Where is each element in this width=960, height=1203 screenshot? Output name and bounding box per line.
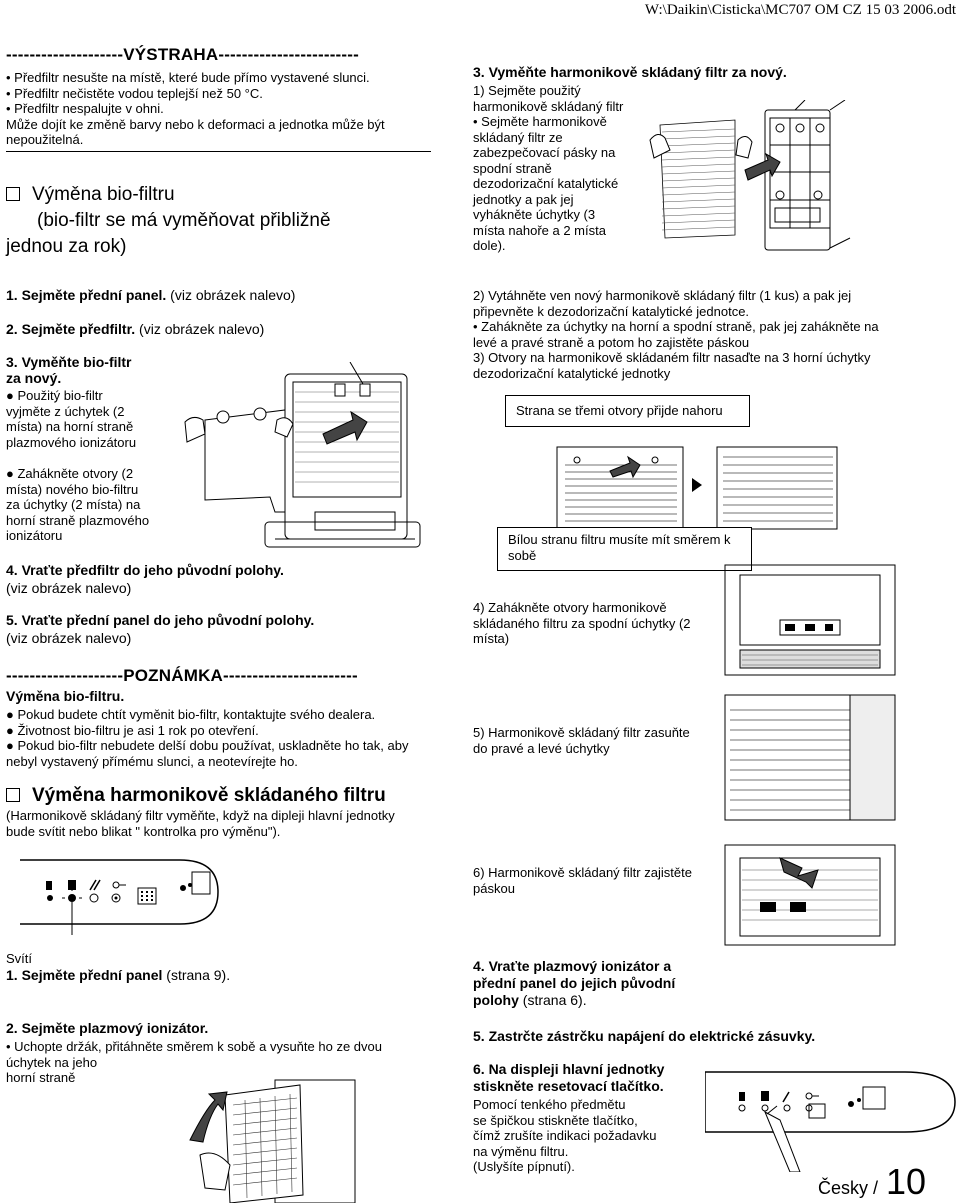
text-line: zabezpečovací pásky na (473, 145, 616, 160)
left-step3-l2: za nový. (6, 370, 62, 386)
filter-side-illustration (715, 445, 840, 530)
right-bottom-step4-rest: (strana 6). (518, 992, 587, 1008)
text-line: místa) (473, 631, 510, 646)
text-line: Pomocí tenkého předmětu (473, 1097, 626, 1112)
right-bottom-step4 (473, 958, 733, 1009)
text-line: (Uslyšíte pípnutí). (473, 1159, 575, 1174)
text-line: úchytek na jeho (6, 1054, 98, 1070)
note-list (6, 707, 446, 769)
text-line: místa) nového bio-filtru (6, 481, 139, 497)
box-line: sobě (508, 548, 537, 563)
text-line: skládaný filtr ze (473, 129, 563, 145)
text-line: spodní straně (473, 160, 552, 176)
right-step4-text (473, 600, 723, 647)
left-step2-rest: (viz obrázek nalevo) (135, 321, 265, 337)
text-line: přední panel do jejich původní (473, 975, 676, 991)
slide-into-tabs-illustration (720, 690, 900, 825)
note-line: ● Pokud budete chtít vyměnit bio-filtr, kontaktujte svého dealera. (6, 707, 376, 722)
text-line: levé a pravé straně a potom ho zajistěte páskou (473, 334, 750, 350)
left-step3-l1: 3. Vyměňte bio-filtr (6, 354, 132, 370)
text-line: plazmového ionizátoru (6, 434, 137, 450)
note-heading: Výměna bio-filtru. (6, 688, 125, 704)
text-line: • Uchopte držák, přitáhněte směrem k sobě a vysuňte ho ze dvou (6, 1039, 382, 1054)
display-panel-illustration (20, 850, 220, 935)
remove-pleated-filter-illustration (640, 100, 958, 252)
bio-heading-line1: Výměna bio-filtru (32, 184, 175, 205)
text-line: harmonikově skládaný filtr (473, 98, 624, 114)
warning-line: • Předfiltr nečistěte vodou teplejší než 50 °C. (6, 85, 263, 101)
box-line: Bílou stranu filtru musíte mít směrem k (508, 532, 731, 547)
warning-line: • Předfiltr nesušte na místě, které bude přímo vystavené slunci. (6, 70, 370, 85)
text-line: vyhákněte úchytky (3 (473, 207, 596, 222)
text-line: 6) Harmonikově skládaný filtr zajistěte (473, 865, 692, 880)
text-line: místa nahoře a 2 místa (473, 222, 606, 238)
footer-language: Česky / (818, 1178, 879, 1198)
text-line: jednotky a pak jej (473, 191, 574, 207)
page-number: 10 (886, 1161, 927, 1202)
text-line: stiskněte resetovací tlačítko. (473, 1078, 664, 1094)
text-line: za úchytky (2 místa) na (6, 497, 141, 512)
text-line: ionizátoru (6, 528, 63, 543)
left-step4-title: 4. Vraťte předfiltr do jeho původní polohy. (6, 562, 284, 578)
left-step3-title (6, 354, 132, 386)
text-line: dezodorizační katalytické jednotky (473, 365, 671, 381)
text-line: dezodorizační katalytické (473, 176, 619, 191)
note-line: ● Životnost bio-filtru je asi 1 rok po otevření. (6, 722, 259, 738)
text-line: 4. Vraťte plazmový ionizátor a (473, 958, 672, 974)
text-line: dole). (473, 238, 506, 253)
left-step4-rest: (viz obrázek nalevo) (6, 580, 132, 596)
secure-with-tape-illustration (720, 840, 900, 950)
note-line: nebyl vystavený přímému slunci, a neotevírejte ho. (6, 753, 298, 769)
text-line: místa) na horní straně (6, 419, 134, 434)
harm-sub-line1: (Harmonikově skládaný filtr vyměňte, když na dipleji hlavní jednotky (6, 808, 395, 823)
callout-box-white-side (497, 527, 752, 571)
harm-section-sub (6, 808, 446, 839)
harm-section-title: Výměna harmonikově skládaného filtru (32, 785, 386, 806)
right-bottom-step6-title (473, 1061, 664, 1095)
text-line: do pravé a levé úchytky (473, 740, 610, 756)
text-line: horní straně plazmového (6, 512, 150, 528)
text-line: skládaného filtru za spodní úchytky (2 (473, 615, 691, 631)
text-line: • Sejměte harmonikově (473, 114, 607, 129)
left-step1-title: 1. Sejměte přední panel. (6, 287, 167, 303)
bottom-step1-title: 1. Sejměte přední panel (6, 967, 163, 983)
warning-line: • Předfiltr nespalujte v ohni. (6, 101, 164, 116)
right-step3-text (473, 83, 648, 254)
bio-heading-line3: jednou za rok) (6, 236, 127, 257)
text-line: 4) Zahákněte otvory harmonikově (473, 600, 667, 615)
callout-box-holes-up: Strana se třemi otvory přijde nahoru (505, 395, 750, 427)
left-step5-title: 5. Vraťte přední panel do jeho původní polohy. (6, 612, 315, 628)
text-line: se špičkou stiskněte tlačítko, (473, 1112, 638, 1128)
text-line: připevněte k dezodorizační katalytické jednotce. (473, 303, 750, 319)
bottom-step2-title: 2. Sejměte plazmový ionizátor. (6, 1020, 209, 1036)
right-step5-text (473, 725, 723, 756)
warning-list (6, 70, 436, 148)
bio-section-heading (6, 183, 446, 259)
reset-button-panel-illustration (705, 1062, 960, 1172)
left-step4 (6, 561, 284, 597)
text-line: 2) Vytáhněte ven nový harmonikově skládaný filtr (1 kus) a pak jej (473, 288, 852, 303)
warning-line: nepoužitelná. (6, 132, 84, 147)
note-line: ● Pokud bio-filtr nebudete delší dobu používat, uskladněte ho tak, aby (6, 738, 409, 753)
left-step5 (6, 611, 314, 647)
text-line: 1) Sejměte použitý (473, 83, 581, 98)
hook-bottom-tabs-illustration (720, 560, 900, 680)
text-line: 5) Harmonikově skládaný filtr zasuňte (473, 725, 690, 740)
divider (6, 151, 431, 152)
left-step1-rest: (viz obrázek nalevo) (166, 287, 296, 303)
checkbox-square-icon (6, 788, 20, 802)
left-step3-text2 (6, 466, 171, 544)
text-line: polohy (473, 992, 519, 1008)
bottom-step1 (6, 967, 230, 983)
right-step6-text (473, 865, 723, 896)
note-title: --------------------POZNÁMKA----------------------- (6, 666, 358, 685)
bio-filter-illustration (165, 362, 435, 552)
right-mid-text (473, 288, 953, 381)
text-line: • Zahákněte za úchytky na horní a spodní straně, pak jej zahákněte na (473, 319, 879, 334)
text-line: 6. Na displeji hlavní jednotky (473, 1061, 665, 1077)
checkbox-square-icon (6, 187, 20, 201)
warning-title: --------------------VÝSTRAHA------------------------ (6, 45, 359, 64)
bio-filter-lamp-icon (46, 881, 52, 890)
text-line: ● Použitý bio-filtr (6, 388, 103, 403)
text-line: páskou (473, 880, 515, 896)
right-bottom-step6-text (473, 1097, 703, 1175)
text-line: horní straně (6, 1070, 76, 1085)
right-step3-title: 3. Vyměňte harmonikově skládaný filtr za nový. (473, 64, 787, 80)
left-step3-text (6, 388, 166, 450)
bottom-step1-rest: (strana 9). (162, 967, 231, 983)
left-step2-title: 2. Sejměte předfiltr. (6, 321, 136, 337)
text-line: ● Zahákněte otvory (2 (6, 466, 134, 481)
filter-top-illustration (555, 445, 685, 530)
harm-sub-line2: bude svítit nebo blikat " kontrolka pro výměnu"). (6, 823, 281, 839)
lit-label: Svítí (6, 951, 33, 966)
text-line: 3) Otvory na harmonikově skládaném filtr nasaďte na 3 horní úchytky (473, 350, 871, 365)
left-step5-rest: (viz obrázek nalevo) (6, 630, 132, 646)
left-step1 (6, 287, 295, 303)
arrow-right-icon (690, 476, 704, 494)
text-line: čímž zrušíte indikaci požadavku (473, 1128, 657, 1143)
document-path-header: W:\Daikin\Cisticka\MC707 OM CZ 15 03 2006.odt (644, 2, 956, 18)
text-line: vyjměte z úchytek (2 (6, 403, 125, 419)
left-step2 (6, 321, 264, 337)
bio-heading-line2: (bio-filtr se má vyměňovat přibližně (37, 210, 331, 231)
plasma-ionizer-removal-illustration (185, 1070, 360, 1203)
harm-section-heading (6, 784, 386, 808)
text-line: na výměnu filtru. (473, 1143, 569, 1159)
warning-line: Může dojít ke změně barvy nebo k deformaci a jednotka může být (6, 116, 385, 132)
right-bottom-step5: 5. Zastrčte zástrčku napájení do elektrické zásuvky. (473, 1028, 816, 1044)
